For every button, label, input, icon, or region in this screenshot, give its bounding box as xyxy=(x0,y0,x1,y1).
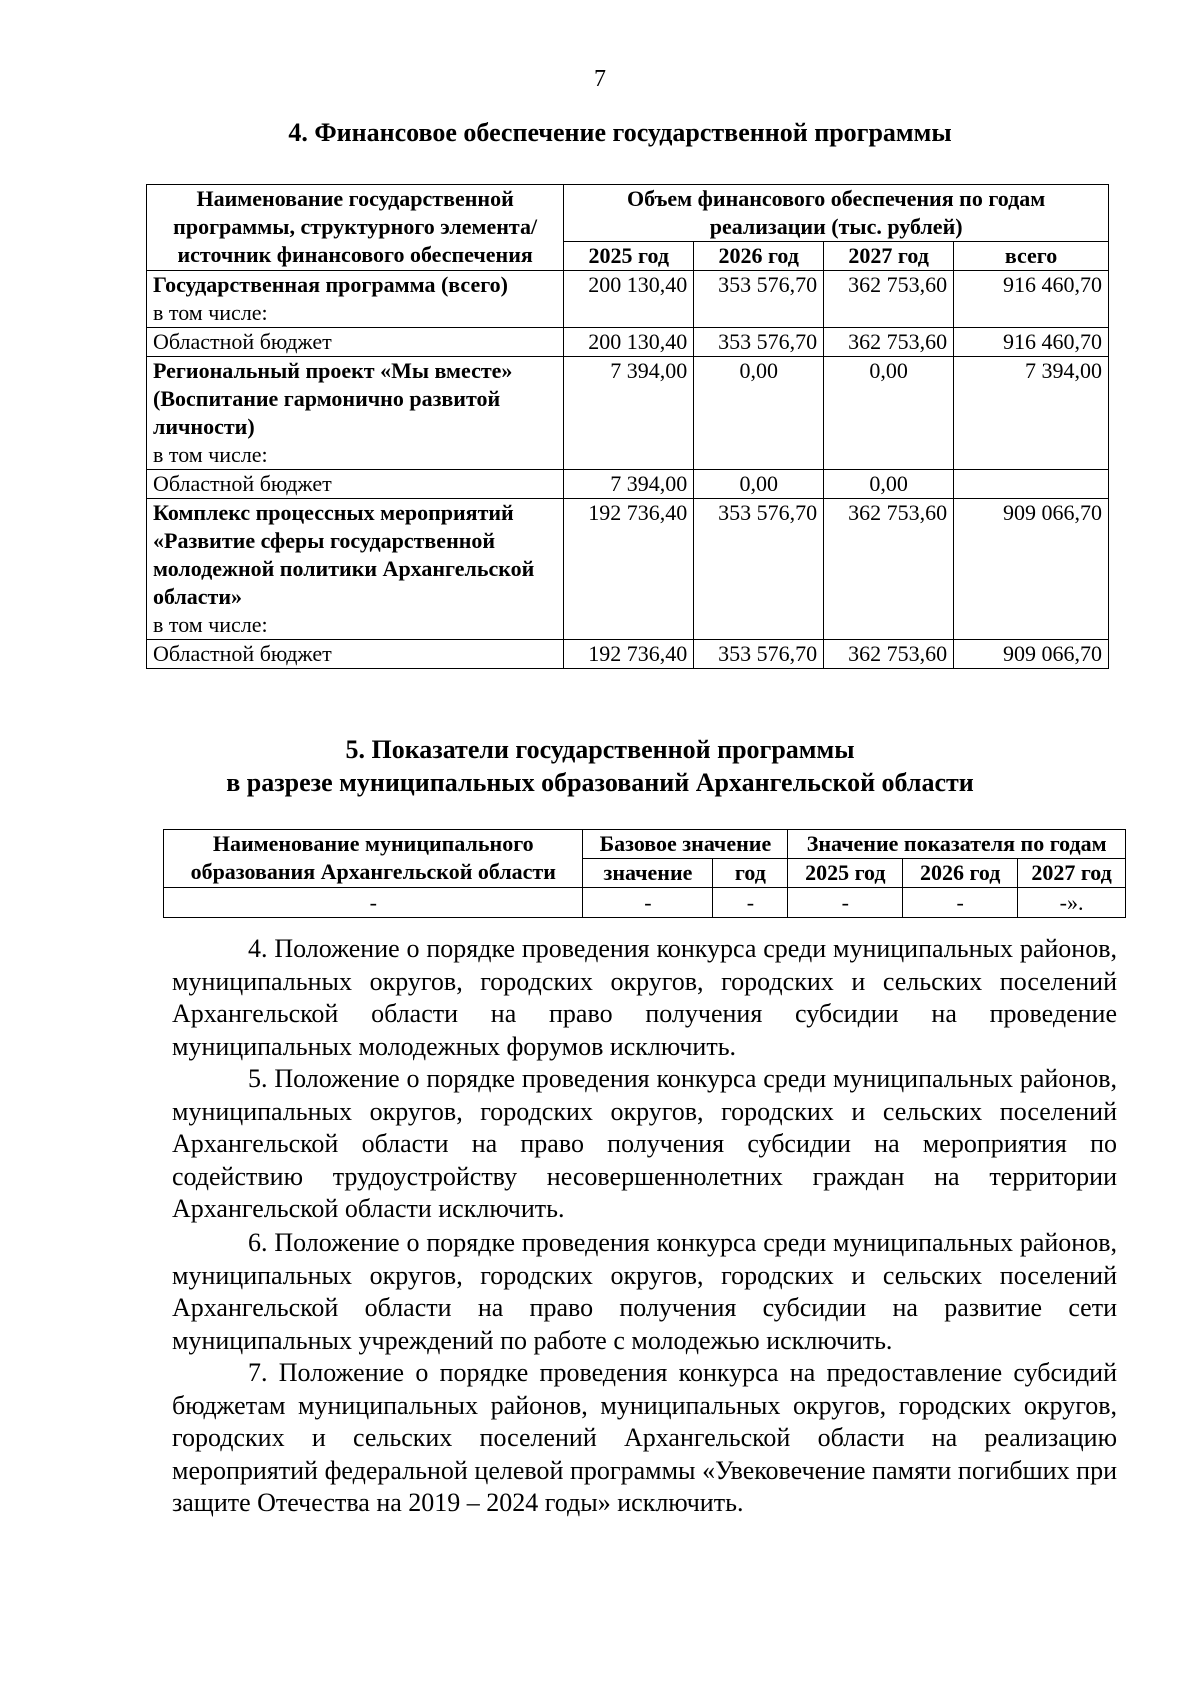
row-name: Государственная программа (всего) xyxy=(153,272,508,297)
cell-total xyxy=(954,470,1109,499)
row-name: Областной бюджет xyxy=(147,470,564,499)
row-name: Комплекс процессных мероприятий «Развитие сферы государственной молодежной политики Архангельской области» xyxy=(153,500,535,609)
cell-2026: - xyxy=(903,888,1018,918)
header-year-2026: 2026 год xyxy=(903,859,1018,888)
header-year-2026: 2026 год xyxy=(694,242,824,271)
cell-2027: 362 753,60 xyxy=(824,271,954,328)
cell-2027: 362 753,60 xyxy=(824,328,954,357)
page-number: 7 xyxy=(594,66,606,92)
cell-2026: 0,00 xyxy=(694,470,824,499)
cell-base-value: - xyxy=(583,888,713,918)
row-name: Областной бюджет xyxy=(147,328,564,357)
table-row xyxy=(147,357,1109,470)
row-note: в том числе: xyxy=(153,442,268,467)
cell-total: 916 460,70 xyxy=(954,271,1109,328)
row-note: в том числе: xyxy=(153,612,268,637)
cell-2026: 353 576,70 xyxy=(694,328,824,357)
header-total: всего xyxy=(954,242,1109,271)
cell-total: 7 394,00 xyxy=(954,357,1109,470)
cell-2025: 7 394,00 xyxy=(564,470,694,499)
cell-total: 909 066,70 xyxy=(954,640,1109,669)
cell-2027: 0,00 xyxy=(824,470,954,499)
table-row xyxy=(147,499,1109,640)
financing-table xyxy=(146,184,1109,669)
table-row xyxy=(147,470,1109,499)
row-note: в том числе: xyxy=(153,300,268,325)
row-name: Региональный проект «Мы вместе» (Воспитание гармонично развитой личности) xyxy=(153,358,513,439)
paragraph-5: 5. Положение о порядке проведения конкурса среди муниципальных районов, муниципальных округов, городских округов, городских и сельских поселений Архангельской области на право получения субсидии на мероприятия по содействию трудоустройству несовершеннолетних граждан на территории Архангельской области исключить. xyxy=(172,1064,1117,1223)
header-volume-col: Объем финансового обеспечения по годам реализации (тыс. рублей) xyxy=(564,185,1109,242)
header-year-2025: 2025 год xyxy=(564,242,694,271)
cell-2025: 200 130,40 xyxy=(564,271,694,328)
section-4-title: 4. Финансовое обеспечение государственной программы xyxy=(288,118,952,147)
cell-municipality: - xyxy=(164,888,583,918)
row-name-cell xyxy=(147,271,564,328)
paragraph-6: 6. Положение о порядке проведения конкурса среди муниципальных районов, муниципальных округов, городских округов, городских и сельских поселений Архангельской области на право получения субсидии на развитие сети муниципальных учреждений по работе с молодежью исключить. xyxy=(172,1228,1117,1355)
header-municipality: Наименование муниципального образования Архангельской области xyxy=(164,830,583,888)
cell-2026: 353 576,70 xyxy=(694,640,824,669)
cell-base-year: - xyxy=(713,888,788,918)
cell-2025: 192 736,40 xyxy=(564,499,694,640)
section-5-title-line2: в разрезе муниципальных образований Архангельской области xyxy=(226,768,974,797)
section-5-title-line1: 5. Показатели государственной программы xyxy=(345,735,855,764)
row-name-cell xyxy=(147,357,564,470)
header-indicator-by-year: Значение показателя по годам xyxy=(788,830,1126,859)
cell-2025: 7 394,00 xyxy=(564,357,694,470)
header-year-2027: 2027 год xyxy=(1018,859,1126,888)
header-year-2027: 2027 год xyxy=(824,242,954,271)
cell-2026: 0,00 xyxy=(694,357,824,470)
header-value: значение xyxy=(583,859,713,888)
cell-2027: 362 753,60 xyxy=(824,640,954,669)
table-row xyxy=(147,271,1109,328)
row-name: Областной бюджет xyxy=(147,640,564,669)
table-row xyxy=(164,888,1126,918)
header-base-value: Базовое значение xyxy=(583,830,788,859)
cell-2025: - xyxy=(788,888,903,918)
cell-2025: 192 736,40 xyxy=(564,640,694,669)
cell-2027: -». xyxy=(1018,888,1126,918)
cell-total: 916 460,70 xyxy=(954,328,1109,357)
cell-2026: 353 576,70 xyxy=(694,499,824,640)
cell-2027: 362 753,60 xyxy=(824,499,954,640)
paragraph-7: 7. Положение о порядке проведения конкурса на предоставление субсидий бюджетам муниципальных районов, муниципальных округов, городских округов, городских и сельских поселений Архангельской области на реализацию мероприятий федеральной целевой программы «Увековечение памяти погибших при защите Отечества на 2019 – 2024 годы» исключить. xyxy=(172,1358,1117,1517)
paragraph-4: 4. Положение о порядке проведения конкурса среди муниципальных районов, муниципальных округов, городских округов, городских и сельских поселений Архангельской области на право получения субсидии на проведение муниципальных молодежных форумов исключить. xyxy=(172,934,1117,1061)
header-name-col: Наименование государственной программы, структурного элемента/ источник финансового обеспечения xyxy=(147,185,564,271)
row-name-cell xyxy=(147,499,564,640)
header-year-2025: 2025 год xyxy=(788,859,903,888)
cell-2027: 0,00 xyxy=(824,357,954,470)
indicators-table xyxy=(163,829,1126,918)
cell-total: 909 066,70 xyxy=(954,499,1109,640)
cell-2025: 200 130,40 xyxy=(564,328,694,357)
table-row xyxy=(147,328,1109,357)
section-5-title xyxy=(0,733,1200,799)
table-row xyxy=(147,640,1109,669)
header-year: год xyxy=(713,859,788,888)
cell-2026: 353 576,70 xyxy=(694,271,824,328)
